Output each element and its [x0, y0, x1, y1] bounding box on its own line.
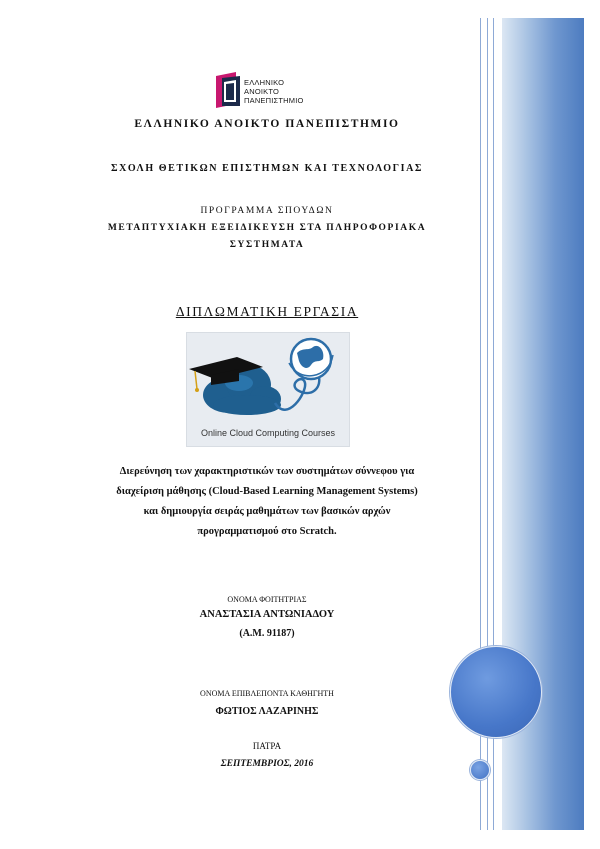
university-name: ΕΛΛΗΝΙΚΟ ΑΝΟΙΚΤΟ ΠΑΝΕΠΙΣΤΗΜΙΟ: [134, 118, 400, 130]
program-label: ΠΡΟΓΡΑΜΜΑ ΣΠΟΥΔΩΝ: [200, 206, 334, 216]
cloud-graphic: [187, 333, 349, 425]
thesis-title-line: Διερεύνηση των χαρακτηριστικών των συστημάτων σύννεφου για: [119, 466, 415, 477]
illustration-caption: Online Cloud Computing Courses: [200, 428, 336, 438]
thesis-title-line: προγραμματισμού στο Scratch.: [197, 526, 337, 537]
school-name: ΣΧΟΛΗ ΘΕΤΙΚΩΝ ΕΠΙΣΤΗΜΩΝ ΚΑΙ ΤΕΧΝΟΛΟΓΙΑΣ: [110, 163, 424, 174]
city: ΠΑΤΡΑ: [252, 741, 282, 751]
thesis-title-line: διαχείριση μάθησης (Cloud-Based Learning Management Systems): [116, 486, 418, 497]
logo-line: ΑΝΟΙΚΤΟ: [244, 87, 280, 96]
supervisor-label: ΟΝΟΜΑ ΕΠΙΒΛΕΠΟΝΤΑ ΚΑΘΗΓΗΤΗ: [200, 689, 334, 698]
university-logo: [214, 70, 324, 112]
program-name-line: ΣΥΣΤΗΜΑΤΑ: [229, 240, 305, 250]
date: ΣΕΠΤΕΜΒΡΙΟΣ, 2016: [220, 759, 314, 769]
program-name-line: ΜΕΤΑΠΤΥΧΙΑΚΗ ΕΞΕΙΔΙΚΕΥΣΗ ΣΤΑ ΠΛΗΡΟΦΟΡΙΑΚΑ: [107, 223, 427, 233]
thesis-heading: ΔΙΠΛΩΜΑΤΙΚΗ ΕΡΓΑΣΙΑ: [175, 304, 359, 319]
logo-text: [244, 78, 304, 105]
logo-line: ΕΛΛΗΝΙΚΟ: [244, 78, 285, 87]
student-name: ΑΝΑΣΤΑΣΙΑ ΑΝΤΩΝΙΑΔΟΥ: [199, 609, 335, 620]
cover-illustration: [186, 332, 350, 447]
student-id: (Α.Μ. 91187): [239, 628, 295, 639]
student-label: ΟΝΟΜΑ ΦΟΙΤΗΤΡΙΑΣ: [227, 595, 307, 604]
thesis-title-line: και δημιουργία σειράς μαθημάτων των βασικών αρχών: [143, 506, 391, 517]
globe-icon: [289, 339, 333, 379]
logo-mark-icon: [214, 70, 244, 110]
logo-line: ΠΑΝΕΠΙΣΤΗΜΙΟ: [244, 96, 304, 105]
thesis-title: [60, 462, 474, 542]
supervisor-name: ΦΩΤΙΟΣ ΛΑΖΑΡΙΝΗΣ: [215, 706, 319, 717]
